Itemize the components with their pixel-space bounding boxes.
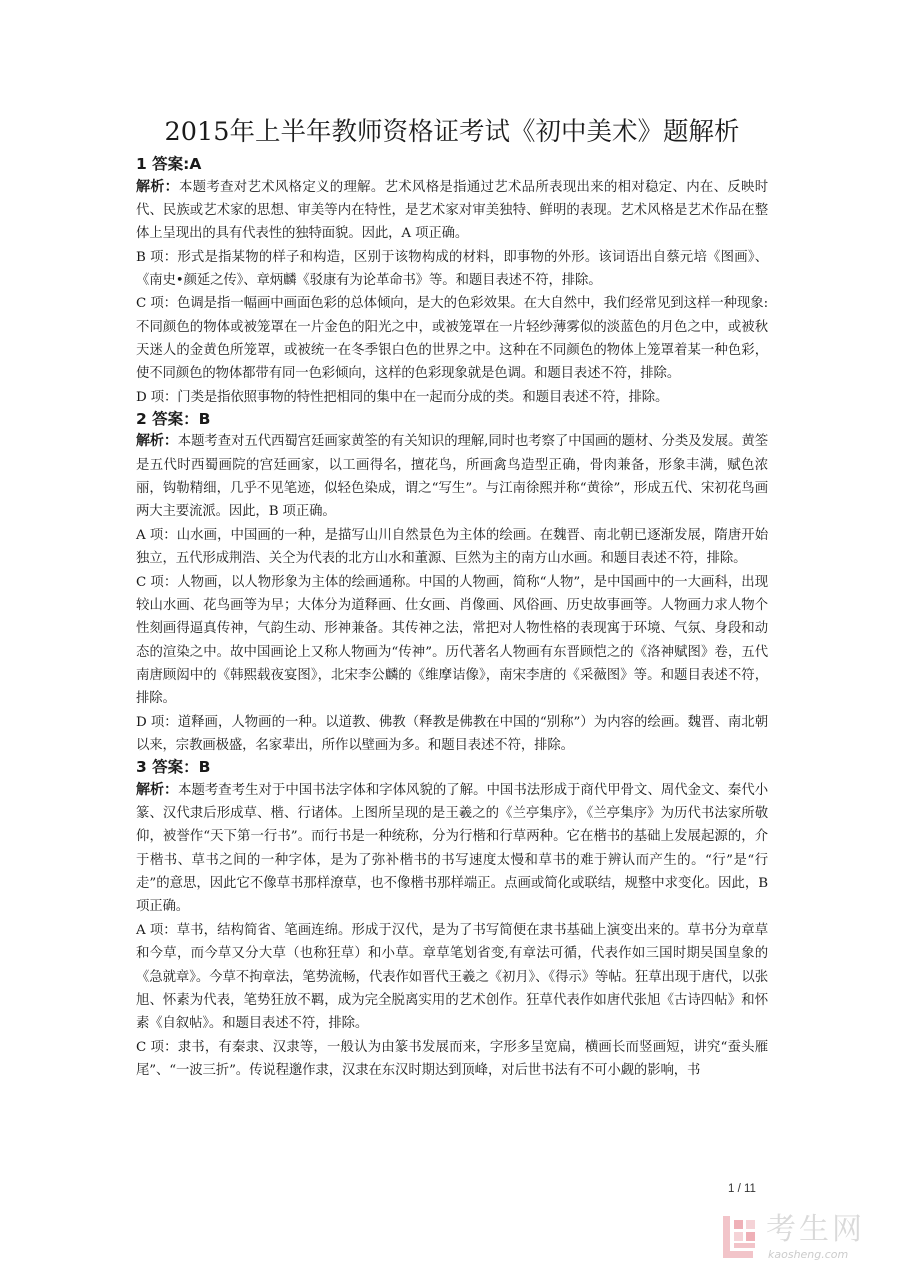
explanation-paragraph [136, 430, 768, 523]
answer-heading: 1 答案:A [136, 155, 202, 173]
explanation-paragraph [136, 246, 768, 293]
watermark-site-name: 考生网 [766, 1212, 865, 1247]
explanation-paragraph [136, 571, 768, 711]
explanation-label: 解析： [136, 178, 179, 195]
explanation-text: C 项：色调是指一幅画中画面色彩的总体倾向，是大的色彩效果。在大自然中，我们经常见到这样一种现象:不同颜色的物体或被笼罩在一片金色的阳光之中，或被笼罩在一片轻纱薄雾似的淡蓝色的月色之中，或被秋天迷人的金黄色所笼罩，或被统一在冬季银白色的世界之中。这种在不同颜色的物体上笼罩着某一种色彩，使不同颜色的物体都带有同一色彩倾向，这样的色彩现象就是色调。和题目表述不符，排除。 [136, 296, 768, 382]
watermark [722, 1212, 892, 1264]
explanation-text: A 项：山水画，中国画的一种，是描写山川自然景色为主体的绘画。在魏晋、南北朝已逐渐发展，隋唐开始独立，五代形成荆浩、关仝为代表的北方山水和董源、巨然为主的南方山水画。和题目表述不符，排除。 [136, 527, 768, 567]
explanation-text: D 项：道释画，人物画的一种。以道教、佛教（释教是佛教在中国的“别称”）为内容的绘画。魏晋、南北朝以来，宗教画极盛，名家辈出，所作以壁画为多。和题目表述不符，排除。 [136, 714, 768, 753]
question-block [136, 154, 768, 409]
explanation-paragraph [136, 711, 768, 758]
answer-heading: 3 答案：B [136, 758, 211, 777]
document-page [136, 112, 768, 1082]
kaosheng-logo-icon [722, 1214, 762, 1260]
explanation-paragraph [136, 524, 768, 571]
watermark-domain: kaosheng.com [768, 1248, 849, 1261]
question-block [136, 409, 768, 757]
explanation-label: 解析： [136, 433, 178, 450]
page-title: 2015年上半年教师资格证考试《初中美术》题解析 [164, 117, 740, 147]
explanation-text: C 项：隶书，有秦隶、汉隶等，一般认为由篆书发展而来，字形多呈宽扁，横画长而竖画短，讲究“蚕头雁尾”、“一波三折”。传说程邈作隶，汉隶在东汉时期达到顶峰，对后世书法有不可小觑的影响，书 [136, 1039, 768, 1078]
explanation-paragraph [136, 779, 768, 919]
explanation-paragraph [136, 176, 768, 246]
explanation-text: D 项：门类是指依照事物的特性把相同的集中在一起而分成的类。和题目表述不符，排除。 [136, 389, 669, 405]
explanation-text: 本题考查对艺术风格定义的理解。艺术风格是指通过艺术品所表现出来的相对稳定、内在、反映时代、民族或艺术家的思想、审美等内在特性，是艺术家对审美独特、鲜明的表现。艺术风格是艺术作品在整体上呈现出的具有代表性的独特面貌。因此，A 项正确。 [136, 179, 769, 242]
explanation-text: 本题考查对五代西蜀宫廷画家黄筌的有关知识的理解,同时也考察了中国画的题材、分类及发展。黄筌是五代时西蜀画院的宫廷画家，以工画得名，擅花鸟，所画禽鸟造型正确，骨肉兼备，形象丰满，赋色浓丽，钩勒精细，几乎不见笔迹，似轻色染成，谓之“写生”。与江南徐熙并称“黄徐”，形成五代、宋初花鸟画两大主要流派。因此，B 项正确。 [136, 434, 769, 520]
explanation-paragraph [136, 292, 768, 385]
explanation-paragraph [136, 386, 768, 409]
explanation-label: 解析： [136, 781, 179, 798]
explanation-paragraph [136, 919, 768, 1036]
question-block [136, 757, 768, 1082]
explanation-text: 本题考查考生对于中国书法字体和字体风貌的了解。中国书法形成于商代甲骨文、周代金文、秦代小篆、汉代隶后形成草、楷、行诸体。上图所呈现的是王羲之的《兰亭集序》，《兰亭集序》为历代书法家所敬仰，被誉作“天下第一行书”。而行书是一种统称，分为行楷和行草两种。它在楷书的基础上发展起源的，介于楷书、草书之间的一种字体，是为了弥补楷书的书写速度太慢和草书的难于辨认而产生的。“行”是“行走”的意思，因此它不像草书那样潦草，也不像楷书那样端正。点画或简化或联结，规整中求变化。因此，B 项正确。 [136, 782, 768, 915]
explanation-text: A 项：草书，结构简省、笔画连绵。形成于汉代，是为了书写简便在隶书基础上演变出来的。草书分为章草和今草，而今草又分大草（也称狂草）和小草。章草笔划省变,有章法可循，代表作如三国时期吴国皇象的《急就章》。今草不拘章法，笔势流畅，代表作如晋代王羲之《初月》、《得示》等帖。狂草出现于唐代，以张旭、怀素为代表，笔势狂放不羁，成为完全脱离实用的艺术创作。狂草代表作如唐代张旭《古诗四帖》和怀素《自叙帖》。和题目表述不符，排除。 [136, 922, 768, 1032]
question-list [136, 154, 768, 1082]
explanation-text: C 项：人物画，以人物形象为主体的绘画通称。中国的人物画，简称“人物”，是中国画中的一大画科，出现较山水画、花鸟画等为早；大体分为道释画、仕女画、肖像画、风俗画、历史故事画等。人物画力求人物个性刻画得逼真传神，气韵生动、形神兼备。其传神之法，常把对人物性格的表现寓于环境、气氛、身段和动态的渲染之中。故中国画论上又称人物画为“传神”。历代著名人物画有东晋顾恺之的《洛神赋图》卷，五代南唐顾闳中的《韩熙载夜宴图》，北宋李公麟的《维摩诘像》，南宋李唐的《采薇图》等。和题目表述不符，排除。 [136, 574, 768, 707]
page-number: 1 / 11 [728, 1183, 756, 1195]
explanation-text: B 项：形式是指某物的样子和构造，区别于该物构成的材料，即事物的外形。该词语出自蔡元培《图画》、《南史•颜延之传》、章炳麟《驳康有为论革命书》等。和题目表述不符，排除。 [136, 249, 768, 288]
explanation-paragraph [136, 1036, 768, 1083]
answer-heading: 2 答案：B [136, 409, 211, 428]
